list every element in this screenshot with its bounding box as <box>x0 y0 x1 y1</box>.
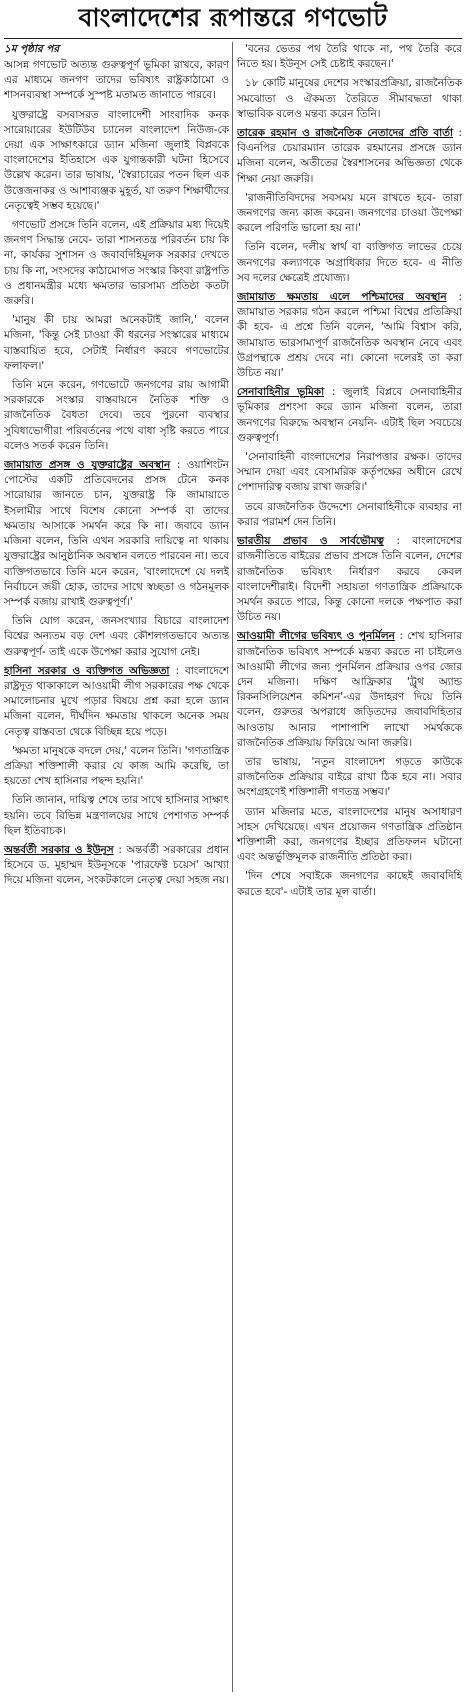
section-paragraph <box>4 843 229 889</box>
paragraph: 'রাজনীতিবিদদের সবসময় মনে রাখতে হবে- তারা জনগণের জন্য কাজ করেন। জনগণের চাওয়া উপেক্ষা করলে পরিণতি ভালো হয় না।' <box>237 191 462 235</box>
section-body: : জুলাই বিপ্লবে সেনাবাহিনীর ভূমিকার প্রশংসা করে ড্যান মজিনা বলেন, তারা জনগণের বিরুদ্ধে অবস্থান নেয়নি- এটাই ছিল সবচেয়ে গুরুত্বপূর্ণ। <box>237 386 462 444</box>
paragraph: 'দিন শেষে সবাইকে জনগণের কাছেই জবাবদিহি করতে হবে'- এটাই তার মূল বার্তা। <box>237 870 462 898</box>
paragraph: যুক্তরাষ্ট্রে বসবাসরত বাংলাদেশী সাংবাদিক কনক সারোয়ারের ইউটিউব চ্যানেল বাংলাদেশ নিউজ-কে দেয়া এক সাক্ষাৎকারে ড্যান মজিনা জুলাই বিপ্লবকে বাংলাদেশের ইতিহাসে এক যুগান্তকারী ঘটনা হিসেবে উল্লেখ করেন। তার ভাষায়, 'স্বৈরাচারের পতন ছিল এক উত্তেজনাকর ও আশাব্যঞ্জক মুহূর্ত, যা তরুণ শিক্ষার্থীদের নেতৃত্বেই সম্ভব হয়েছে।' <box>4 108 229 212</box>
section-body: : অন্তর্বর্তী সরকারের প্রধান হিসেবে ড. মুহাম্মদ ইউনূসকে 'পারফেক্ট চয়েস' আখ্যা দিয়ে মজিনা বলেন, সংকটকালে নেতৃত্ব দেয়া সহজ নয়। <box>4 843 229 887</box>
section-paragraph <box>4 664 229 740</box>
paragraph: তিনি যোগ করেন, জনসংখ্যার বিচারে বাংলাদেশ বিশ্বের অন্যতম বড় দেশ এবং কৌশলগতভাবে অত্যন্ত গুরুত্বপূর্ণ- তাই একে উপেক্ষা করার সুযোগ নেই। <box>4 615 229 658</box>
paragraph: ১৮ কোটি মানুষের দেশের সংস্কারপ্রক্রিয়া, রাজনৈতিক সমঝোতা ও ঐকমত্য তৈরিতে সীমাবদ্ধতা থাকা স্বাভাবিক বলেও মন্তব্য করেন তিনি। <box>237 77 462 120</box>
section-body: : শেখ হাসিনার রাজনৈতিক ভবিষ্যৎ সম্পর্কে মন্তব্য করতে না চাইলেও আওয়ামী লীগের জন্য পুনর্মিলন প্রক্রিয়ার ওপর জোর দেন মজিনা। দক্ষিণ আফ্রিকার 'ট্রুথ অ্যান্ড রিকনসিলিয়েশন কমিশন'-এর উদাহরণ দিয়ে তিনি বলেন, গুরুতর অপরাধে জড়িতদের জবাবদিহিতার আওতায় আনার পাশাপাশি লাখো সমর্থককে রাজনৈতিক প্রক্রিয়ায় ফিরিয়ে আনা জরুরি। <box>237 630 462 749</box>
subheading-jamaat-us: জামায়াত প্রসঙ্গ ও যুক্তরাষ্ট্রের অবস্থান <box>4 459 171 472</box>
subheading-interim-yunus: অন্তর্বর্তী সরকার ও ইউনূস <box>4 843 114 856</box>
subheading-western-stance: জামায়াত ক্ষমতায় এলে পশ্চিমাদের অবস্থান <box>237 291 447 304</box>
headline: বাংলাদেশের রূপান্তরে গণভোট <box>78 2 388 32</box>
subheading-hasina-govt: হাসিনা সরকার ও ব্যক্তিগত অভিজ্ঞতা <box>4 664 170 677</box>
right-column <box>237 42 462 1692</box>
paragraph: 'ক্ষমতা মানুষকে বদলে দেয়,' বলেন তিনি। 'গণতান্ত্রিক প্রক্রিয়া শক্তিশালী করার যে কাজ আমি করেছি, তা হয়তো শেখ হাসিনার পছন্দ হয়নি।' <box>4 744 229 788</box>
section-paragraph <box>237 385 462 446</box>
section-body: : ওয়াশিংটন পোস্টের একটি প্রতিবেদনের প্রসঙ্গ টেনে কনক সারোয়ার জানতে চান, যুক্তরাষ্ট্র কি জামায়াতে ইসলামীর সাথে বিশেষ কোনো সম্পর্ক বা তাদের ক্ষমতায় আসাকে সমর্থন করে কি না। জবাবে ড্যান মজিনা বলেন, তিনি এখন সরকারি দায়িত্বে না থাকায় যুক্তরাষ্ট্রের আনুষ্ঠানিক অবস্থান বলতে পারবেন না। তবে ব্যক্তিগতভাবে তিনি মনে করেন, 'বাংলাদেশে যে দলই নির্বাচনে জয়ী হোক, তাদের সাথে স্বচ্ছতা ও গঠনমূলক সম্পর্ক বজায় রাখাই গুরুত্বপূর্ণ।' <box>4 459 229 608</box>
paragraph: তবে রাজনৈতিক উদ্দেশ্যে সেনাবাহিনীকে ব্যবহার না করার পরামর্শ দেন তিনি। <box>237 500 462 528</box>
section-paragraph <box>237 534 462 625</box>
paragraph: 'সেনাবাহিনী বাংলাদেশের নিরাপত্তার রক্ষক। তাদের সম্মান দেয়া এবং বেসামরিক কর্তৃপক্ষের অধীনে রেখে পেশাদারিত্ব বজায় রাখা জরুরি।' <box>237 451 462 494</box>
paragraph: তিনি জানান, দায়িত্ব শেষে তার সাথে হাসিনার সাক্ষাৎ হয়নি। তবে বিভিন্ন মন্ত্রণালয়ের সাথে পেশাগত সম্পর্ক ছিল ইতিবাচক। <box>4 794 229 837</box>
section-body: : বাংলাদেশে রাষ্ট্রদূত থাকাকালে আওয়ামী লীগ সরকারের পক্ষ থেকে সমালোচনার মুখে পড়ার বিষয়ে প্রশ্ন করা হলে ড্যান মজিনা বলেন, দীর্ঘদিন ক্ষমতায় থাকলে অনেক সময় নেতৃত্ব বাস্তবতা থেকে বিচ্ছিন্ন হয়ে পড়ে। <box>4 664 229 738</box>
page-continuation-ref: ১ম পৃষ্ঠার পর <box>4 43 60 55</box>
paragraph: তিনি মনে করেন, গণভোটে জনগণের রায় আগামী সরকারকে সংস্কার বাস্তবায়নে নৈতিক শক্তি ও রাজনৈতিক বৈধতা দেবে। তবে পুরনো ব্যবস্থার সুবিধাভোগীরা পরিবর্তনের পথে বাধা সৃষ্টি করতে পারে বলেও সতর্ক করেন তিনি। <box>4 379 229 452</box>
paragraph: তার ভাষায়, 'নতুন বাংলাদেশ গড়তে কাউকে রাজনৈতিক প্রক্রিয়ার বাইরে রাখা ঠিক হবে না। সবার অংশগ্রহণেই শক্তিশালী গণতন্ত্র সম্ভব।' <box>237 755 462 799</box>
subheading-army-role: সেনাবাহিনীর ভূমিকা <box>237 386 325 399</box>
paragraph: তিনি বলেন, দলীয় স্বার্থ বা ব্যক্তিগত লাভের চেয়ে জনগণের কল্যাণকে অগ্রাধিকার দিতে হবে- এ নীতি সব দলের ক্ষেত্রেই প্রযোজ্য। <box>237 241 462 284</box>
section-paragraph <box>237 126 462 187</box>
paragraph: 'বনের ভেতর পথ তৈরি থাকে না, পথ তৈরি করে নিতে হয়। ইউনূস সেই চেষ্টাই করছেন।' <box>237 43 462 71</box>
section-paragraph <box>237 290 462 381</box>
section-body: : জামায়াত সরকার গঠন করলে পশ্চিমা বিশ্বের প্রতিক্রিয়া কী হবে- এ প্রশ্নে তিনি বলেন, 'আমি বিশ্বাস করি, জামায়াত ভারসাম্যপূর্ণ রাজনৈতিক অবস্থান নেবে এবং উগ্রপন্থাকে প্রশ্রয় দেবে না। কোনো দলেরই তা করা উচিত নয়।' <box>237 291 462 380</box>
section-paragraph <box>237 629 462 751</box>
paragraph: ড্যান মজিনার মতে, বাংলাদেশের মানুষ অসাধারণ সাহস দেখিয়েছে। এখন প্রয়োজন গণতান্ত্রিক প্রতিষ্ঠান শক্তিশালী করা, জনগণের ইচ্ছার প্রতিফলন ঘটানো এবং অন্তর্ভুক্তিমূলক রাজনীতি প্রতিষ্ঠা করা। <box>237 805 462 864</box>
paragraph: 'মানুষ কী চায় আমরা অনেকটাই জানি,' বলেন মজিনা, 'কিন্তু সেই চাওয়া কী ধরনের সংস্কারের মাধ্যমে বাস্তবায়িত হবে, সেটাই নির্ধারণ করবে গণভোটের ফলাফল।' <box>4 314 229 372</box>
paragraph: আসন্ন গণভোট অত্যন্ত গুরুত্বপূর্ণ ভূমিকা রাখবে, কারণ এর মাধ্যমে জনগণ তাদের ভবিষ্যৎ রাষ্ট্রকাঠামো ও শাসনব্যবস্থা সম্পর্কে সুস্পষ্ট মতামত জানাতে পারবে। <box>4 59 229 102</box>
subheading-tarique: তারেক রহমান ও রাজনৈতিক নেতাদের প্রতি বার্তা <box>237 127 453 140</box>
left-column <box>4 42 229 1692</box>
subheading-awami-league: আওয়ামী লীগের ভবিষ্যৎ ও পুনর্মিলন <box>237 630 395 643</box>
subheading-india-sovereignty: ভারতীয় প্রভাব ও সার্বভৌমত্ব <box>237 535 384 548</box>
section-paragraph <box>4 458 229 610</box>
paragraph: গণভোট প্রসঙ্গে তিনি বলেন, এই প্রক্রিয়ার মধ্য দিয়েই জনগণ সিদ্ধান্ত নেবে- তারা শাসনতন্ত্র পরিবর্তন চায় কি না, কার্যকর সুশাসন ও জবাবদিহিমূলক সরকার দেখতে চায় কি না, সংসদের কাঠামোগত সংস্কার কিংবা রাষ্ট্রপতি ও প্রধানমন্ত্রীর মধ্যে ক্ষমতার ভারসাম্য প্রতিষ্ঠা কতটা জরুরি। <box>4 219 229 308</box>
section-body: : বিএনপির চেয়ারম্যান তারেক রহমানের প্রসঙ্গে ড্যান মজিনা বলেন, অতীতের স্বৈরশাসনের অভিজ্ঞতা থেকে শিক্ষা নেয়া জরুরি। <box>237 127 462 185</box>
section-body: : বাংলাদেশের রাজনীতিতে বাইরের প্রভাব প্রসঙ্গে তিনি বলেন, দেশের রাজনৈতিক ভবিষ্যৎ নির্ধারণ করবে কেবল বাংলাদেশীরাই। বিদেশী সহায়তা গণতান্ত্রিক প্রক্রিয়াকে সমর্থন করতে পারে, কিন্তু কোনো দলকে পক্ষপাত করা উচিত নয়। <box>237 535 462 624</box>
headline-rule <box>4 38 462 39</box>
column-separator <box>232 42 233 1692</box>
